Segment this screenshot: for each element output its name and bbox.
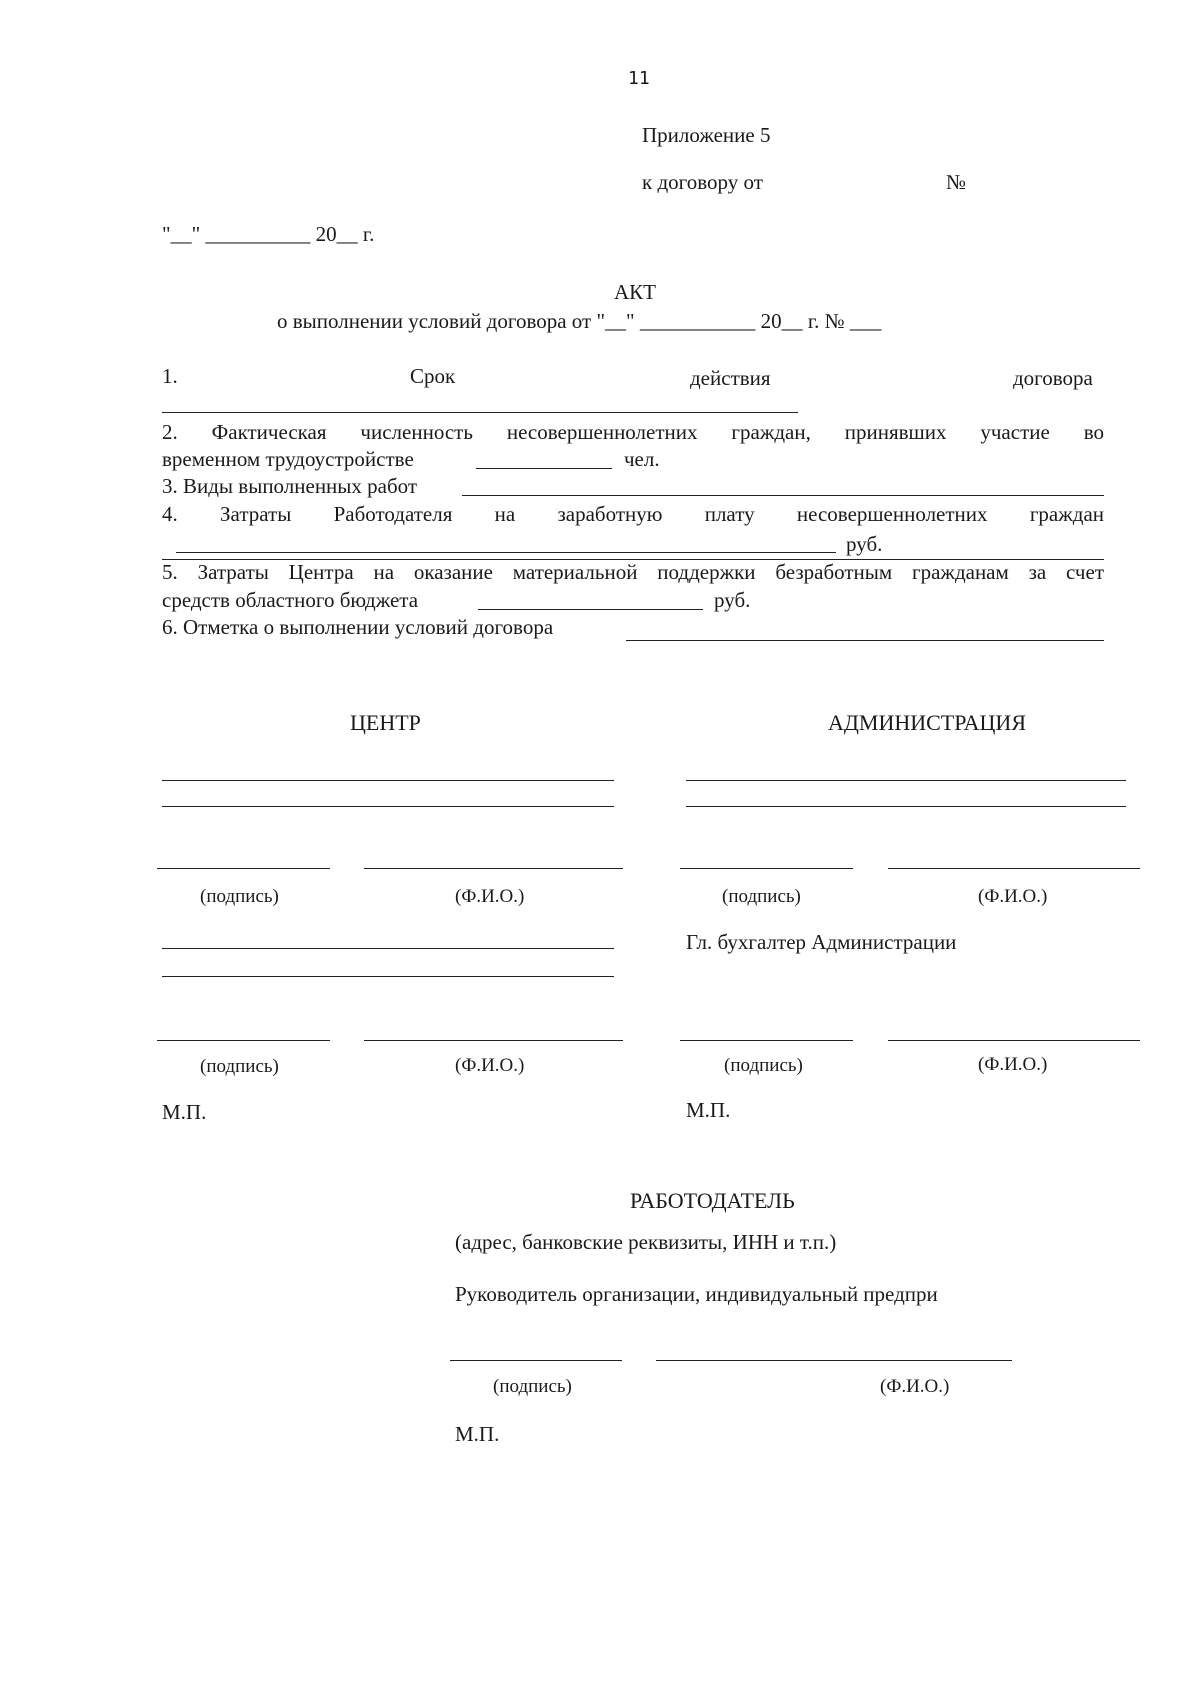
administration-signature-line[interactable] xyxy=(680,868,853,869)
item1-word-srok: Срок xyxy=(410,364,456,388)
center-accountant-line[interactable] xyxy=(162,948,614,949)
center-fio-caption: (Ф.И.О.) xyxy=(455,886,525,907)
employer-fio-caption: (Ф.И.О.) xyxy=(880,1376,950,1397)
item6-label: 6. Отметка о выполнении условий договора xyxy=(162,615,554,639)
chief-accountant-label: Гл. бухгалтер Администрации xyxy=(686,930,957,954)
item4-word: Работодателя xyxy=(333,502,453,526)
employer-heading: РАБОТОДАТЕЛЬ xyxy=(630,1188,795,1213)
employer-signature-caption: (подпись) xyxy=(493,1376,572,1397)
item1-word-deystviya: действия xyxy=(690,366,771,390)
center-signature-caption-2: (подпись) xyxy=(200,1056,279,1077)
administration-signature-caption: (подпись) xyxy=(722,886,801,907)
item4-word: на xyxy=(494,502,516,526)
item1-fill-line[interactable] xyxy=(162,412,798,413)
item3-fill-line[interactable] xyxy=(462,495,1104,496)
administration-heading: АДМИНИСТРАЦИЯ xyxy=(828,710,1026,735)
item5-prefix: средств областного бюджета xyxy=(162,588,419,612)
number-sign: № xyxy=(946,170,967,194)
item4-rub: руб. xyxy=(846,532,883,556)
employer-signature-line[interactable] xyxy=(450,1360,622,1361)
item2-line1: 2. Фактическая численность несовершеннолетних граждан, принявших участие во xyxy=(162,420,1104,444)
administration-stamp-label: М.П. xyxy=(686,1098,731,1122)
item4-number: 4. xyxy=(162,502,178,526)
item4-word: несовершеннолетних xyxy=(796,502,988,526)
center-fio-line-2[interactable] xyxy=(364,1040,623,1041)
accountant-signature-line[interactable] xyxy=(680,1040,853,1041)
accountant-signature-caption: (подпись) xyxy=(724,1055,803,1076)
contract-reference: к договору от xyxy=(642,170,763,194)
center-fio-line[interactable] xyxy=(364,868,623,869)
employer-details: (адрес, банковские реквизиты, ИНН и т.п.) xyxy=(455,1230,837,1254)
administration-name-line[interactable] xyxy=(686,806,1126,807)
accountant-fio-caption: (Ф.И.О.) xyxy=(978,1054,1048,1075)
center-fio-caption-2: (Ф.И.О.) xyxy=(455,1055,525,1076)
item4-word: плату xyxy=(704,502,755,526)
center-accountant-line[interactable] xyxy=(162,976,614,977)
item4-line1 xyxy=(162,502,1104,527)
appendix-label: Приложение 5 xyxy=(642,123,771,147)
employer-head-label: Руководитель организации, индивидуальный предпри xyxy=(455,1282,938,1306)
date-line: "__" __________ 20__ г. xyxy=(162,222,375,246)
act-subtitle: о выполнении условий договора от "__" ___________ 20__ г. № ___ xyxy=(277,309,882,333)
center-name-line[interactable] xyxy=(162,780,614,781)
item2-suffix: чел. xyxy=(624,447,660,471)
item5-fill-line[interactable] xyxy=(478,609,703,610)
page-number: 11 xyxy=(628,68,650,89)
item2-prefix: временном трудоустройстве xyxy=(162,447,414,471)
administration-fio-caption: (Ф.И.О.) xyxy=(978,886,1048,907)
center-signature-caption: (подпись) xyxy=(200,886,279,907)
administration-name-line[interactable] xyxy=(686,780,1126,781)
item4-word: заработную xyxy=(557,502,663,526)
employer-stamp-label: М.П. xyxy=(455,1422,500,1446)
administration-fio-line[interactable] xyxy=(888,868,1140,869)
item4-fill-line[interactable] xyxy=(176,552,836,553)
center-heading: ЦЕНТР xyxy=(350,710,421,735)
center-name-line[interactable] xyxy=(162,806,614,807)
item6-fill-line[interactable] xyxy=(626,640,1104,641)
item1-word-dogovora: договора xyxy=(1013,366,1093,390)
employer-fio-line[interactable] xyxy=(656,1360,1012,1361)
center-signature-line-2[interactable] xyxy=(157,1040,330,1041)
item5-line1: 5. Затраты Центра на оказание материальной поддержки безработным гражданам за счет xyxy=(162,560,1104,584)
center-signature-line[interactable] xyxy=(157,868,330,869)
item3-label: 3. Виды выполненных работ xyxy=(162,474,418,498)
accountant-fio-line[interactable] xyxy=(888,1040,1140,1041)
item2-fill-line[interactable] xyxy=(476,468,612,469)
item4-word: Затраты xyxy=(220,502,292,526)
item1-number: 1. xyxy=(162,364,178,388)
act-title: АКТ xyxy=(614,280,656,304)
item5-suffix: руб. xyxy=(714,588,751,612)
item4-word: граждан xyxy=(1029,502,1104,526)
center-stamp-label: М.П. xyxy=(162,1100,207,1124)
